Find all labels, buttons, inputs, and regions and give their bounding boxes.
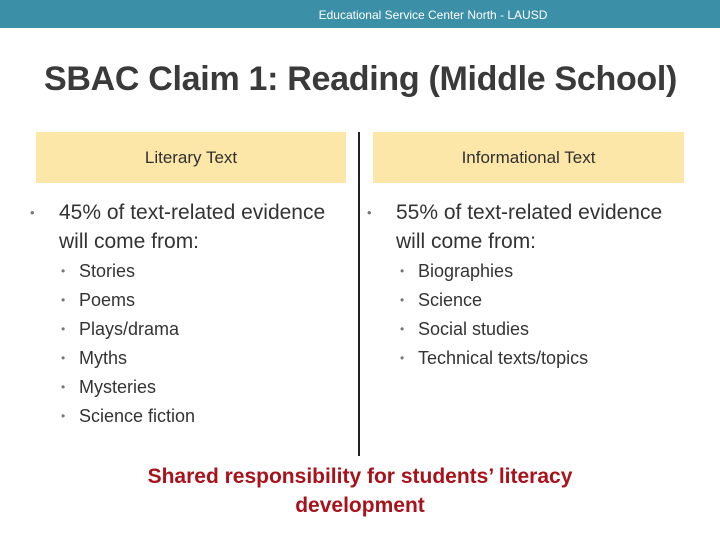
informational-lead-point	[367, 198, 667, 256]
bullet-icon: •	[400, 351, 405, 365]
list-item	[61, 344, 195, 373]
note-line-1: Shared responsibility for students’ literacy	[147, 465, 573, 488]
list-item-label: Plays/drama	[79, 319, 180, 339]
list-item-label: Myths	[79, 348, 128, 368]
informational-lead-text: 55% of text-related evidence will come from:	[396, 201, 663, 253]
bullet-icon: •	[61, 293, 66, 307]
list-item	[61, 315, 195, 344]
bullet-icon: •	[61, 380, 66, 394]
list-item	[400, 257, 588, 286]
list-item-label: Mysteries	[79, 377, 157, 397]
list-item-label: Technical texts/topics	[418, 348, 589, 368]
bullet-icon: •	[400, 293, 405, 307]
list-item	[400, 315, 588, 344]
list-item-label: Science fiction	[79, 406, 196, 426]
informational-sources-list	[400, 257, 588, 373]
bullet-icon: •	[61, 409, 66, 423]
bullet-icon: •	[61, 322, 66, 336]
list-item-label: Poems	[79, 290, 136, 310]
list-item	[61, 402, 195, 431]
list-item-label: Social studies	[418, 319, 530, 339]
bullet-icon: •	[400, 264, 405, 278]
literary-lead-text: 45% of text-related evidence will come from:	[59, 201, 326, 253]
bullet-icon: •	[400, 322, 405, 336]
list-item	[400, 344, 588, 373]
note-line-2: development	[295, 494, 425, 517]
shared-responsibility-note	[0, 462, 720, 520]
list-item-label: Stories	[79, 261, 136, 281]
list-item	[61, 286, 195, 315]
list-item	[61, 257, 195, 286]
column-divider	[358, 132, 360, 456]
bullet-icon: •	[61, 264, 66, 278]
list-item	[61, 373, 195, 402]
bullet-icon: •	[367, 205, 372, 220]
list-item-label: Biographies	[418, 261, 514, 281]
literary-lead-point	[30, 198, 330, 256]
org-header: Educational Service Center North - LAUSD	[318, 8, 548, 22]
list-item-label: Science	[418, 290, 483, 310]
literary-text-header: Literary Text	[36, 132, 346, 183]
informational-text-header: Informational Text	[373, 132, 684, 183]
bullet-icon: •	[30, 205, 35, 220]
literary-sources-list	[61, 257, 195, 431]
bullet-icon: •	[61, 351, 66, 365]
slide-title: SBAC Claim 1: Reading (Middle School)	[44, 60, 678, 98]
list-item	[400, 286, 588, 315]
